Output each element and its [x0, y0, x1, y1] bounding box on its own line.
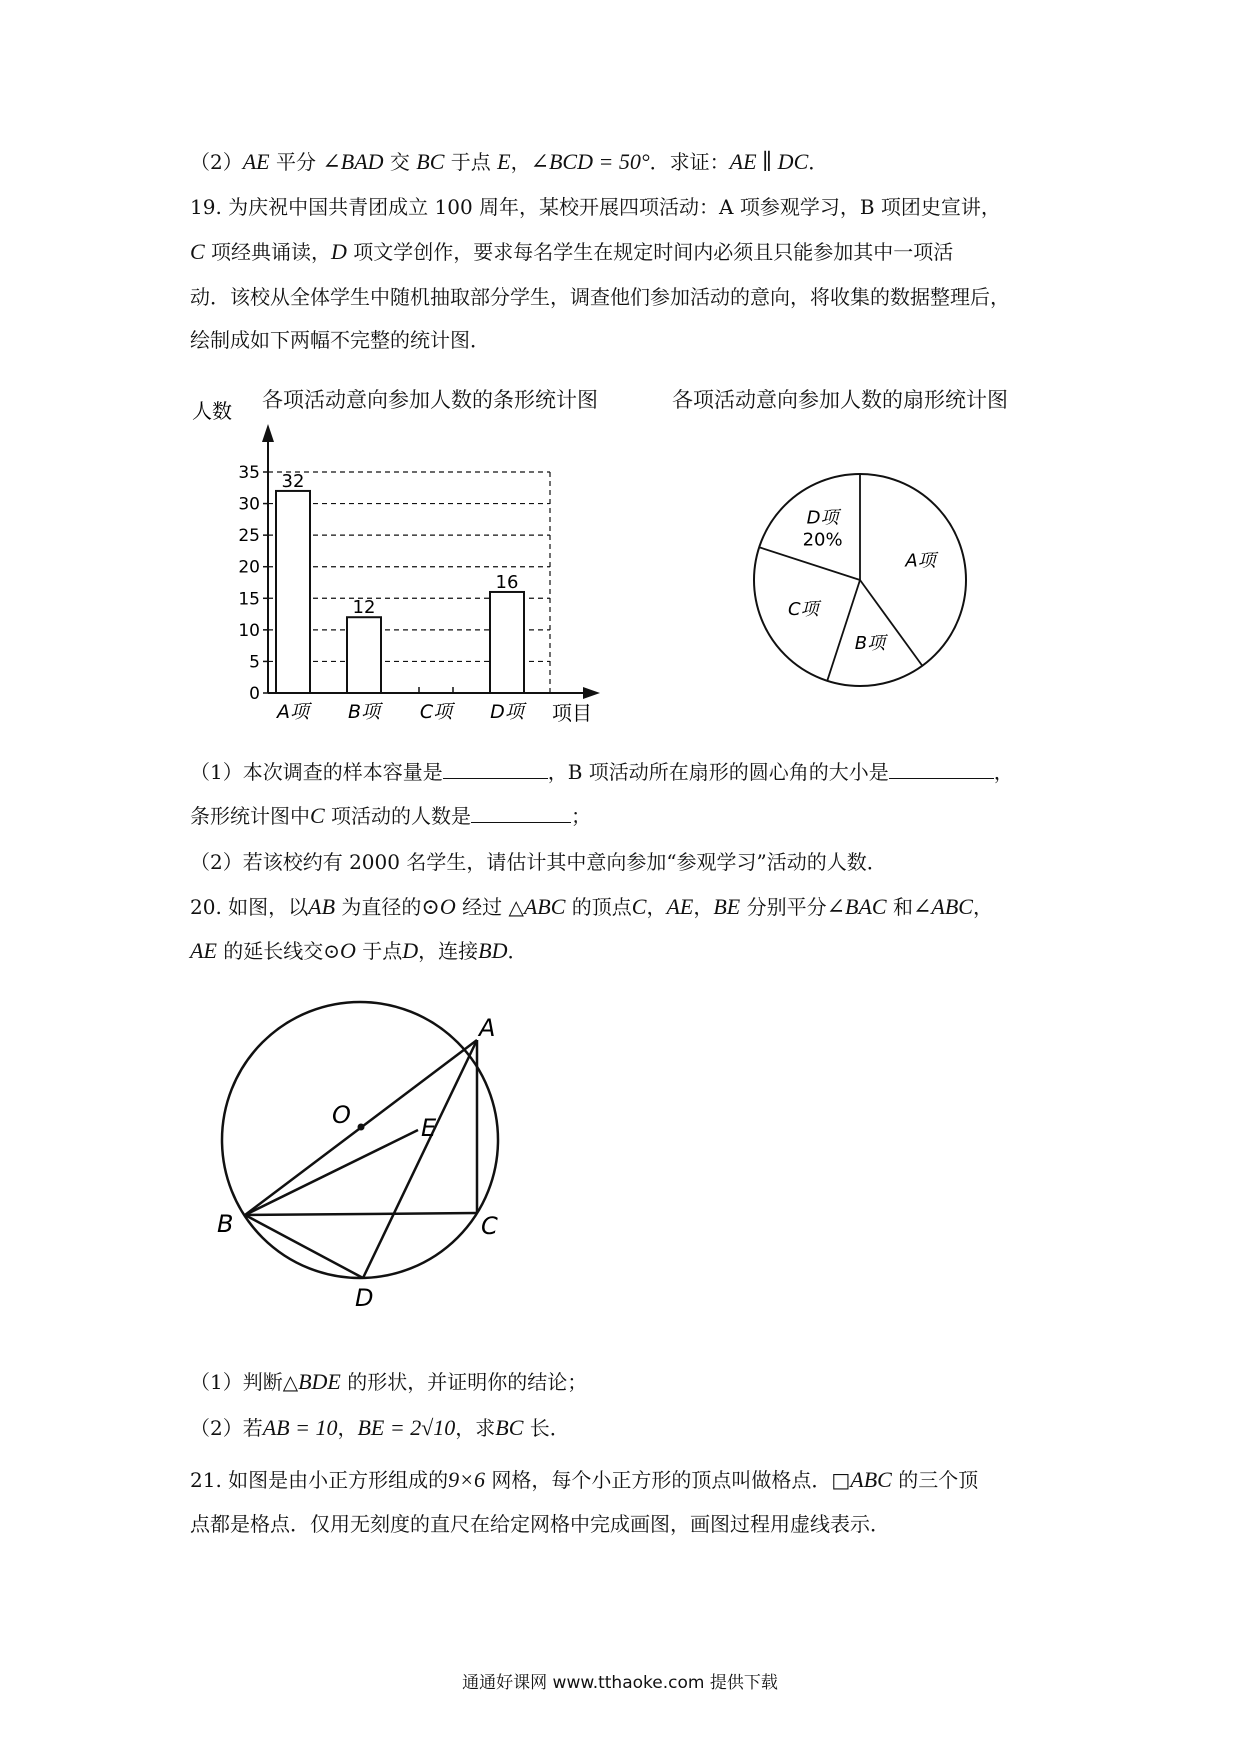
pie-slice-label: A项	[905, 550, 936, 572]
label-b: B	[217, 1210, 234, 1238]
answer-blank-c-count[interactable]	[471, 802, 571, 823]
segment-bd	[245, 1215, 363, 1278]
answer-blank-central-angle[interactable]	[889, 758, 994, 779]
y-axis-arrow	[262, 424, 274, 442]
q21-line1: 21. 如图是由小正方形组成的9×6 网格，每个小正方形的顶点叫做格点．□ABC 的三个顶	[190, 1467, 979, 1492]
y-tick-label: 30	[238, 494, 260, 515]
y-axis-title: 人数	[192, 399, 232, 423]
label-o: O	[332, 1101, 351, 1129]
bar-data-label: 32	[281, 470, 305, 492]
x-tick-label: B项	[347, 701, 381, 723]
y-tick-label: 25	[238, 526, 260, 547]
y-tick-label: 5	[249, 652, 260, 673]
y-tick-label: 0	[249, 684, 260, 704]
pie-slice-label: D项	[806, 507, 839, 529]
segment-ad	[363, 1040, 477, 1278]
pie-chart-title: 各项活动意向参加人数的扇形统计图	[672, 388, 1008, 412]
bar-data-label: 12	[352, 597, 376, 619]
segment-be	[245, 1130, 418, 1215]
label-c: C	[481, 1212, 498, 1240]
circle-o	[222, 1002, 498, 1278]
q20-line1: 20. 如图，以AB 为直径的⊙O 经过 △ABC 的顶点C，AE，BE 分别平分∠BAC 和∠ABC，	[190, 894, 993, 919]
q20-line2: AE 的延长线交⊙O 于点D，连接BD．	[190, 938, 528, 963]
q19-part1-line1: （1）本次调查的样本容量是 ，B 项活动所在扇形的圆心角的大小是 ，	[190, 760, 1014, 784]
q19-part2: （2）若该校约有 2000 名学生，请估计其中意向参加“参观学习”活动的人数．	[190, 850, 887, 874]
answer-blank-sample-size[interactable]	[443, 758, 548, 779]
bar	[347, 617, 381, 693]
q19-line4: 绘制成如下两幅不完整的统计图．	[190, 328, 490, 352]
q20-part2: （2）若AB = 10，BE = 2√10，求BC 长．	[190, 1415, 570, 1440]
segment-bc	[245, 1213, 477, 1215]
y-tick-label: 35	[238, 463, 260, 483]
q19-part1-line2: 条形统计图中C 项活动的人数是 ；	[190, 803, 592, 828]
center-point-o	[358, 1124, 365, 1131]
bar-data-label: 16	[495, 571, 519, 593]
circle-geometry-figure	[205, 1000, 545, 1320]
x-axis-arrow	[583, 687, 600, 699]
y-tick-label: 10	[238, 620, 260, 641]
q19-line1: 19. 为庆祝中国共青团成立 100 周年，某校开展四项活动：A 项参观学习，B 项团史宣讲，	[190, 195, 1001, 219]
label-d: D	[355, 1284, 374, 1312]
pie-slice-label: B项	[854, 632, 886, 654]
q19-line3: 动．该校从全体学生中随机抽取部分学生，调查他们参加活动的意向，将收集的数据整理后，	[190, 285, 1010, 309]
q21-line2: 点都是格点．仅用无刻度的直尺在给定网格中完成画图，画图过程用虚线表示．	[190, 1512, 890, 1536]
label-e: E	[421, 1114, 437, 1142]
pie-slice-label: 20%	[802, 529, 843, 551]
x-axis-title: 项目	[552, 701, 592, 725]
y-tick-label: 15	[238, 589, 260, 610]
pie-chart	[740, 455, 980, 695]
label-a: A	[479, 1014, 496, 1042]
q20-part1: （1）判断△BDE 的形状，并证明你的结论；	[190, 1369, 588, 1394]
pie-slice-label: C项	[788, 598, 819, 620]
q19-line2: C 项经典诵读，D 项文学创作，要求每名学生在规定时间内必须且只能参加其中一项活	[190, 239, 954, 264]
q18-part2: （2）AE 平分 ∠BAD 交 BC 于点 E，∠BCD = 50°．求证：AE ∥ DC．	[190, 149, 829, 174]
bar	[490, 592, 524, 693]
y-tick-label: 20	[238, 557, 260, 578]
x-tick-label: D项	[490, 701, 524, 723]
bar-chart-title: 各项活动意向参加人数的条形统计图	[262, 388, 598, 412]
x-tick-label: C项	[419, 701, 453, 723]
page-footer: 通通好课网 www.tthaoke.com 提供下载	[462, 1673, 778, 1693]
bar	[276, 491, 310, 693]
x-tick-label: A项	[277, 701, 309, 723]
